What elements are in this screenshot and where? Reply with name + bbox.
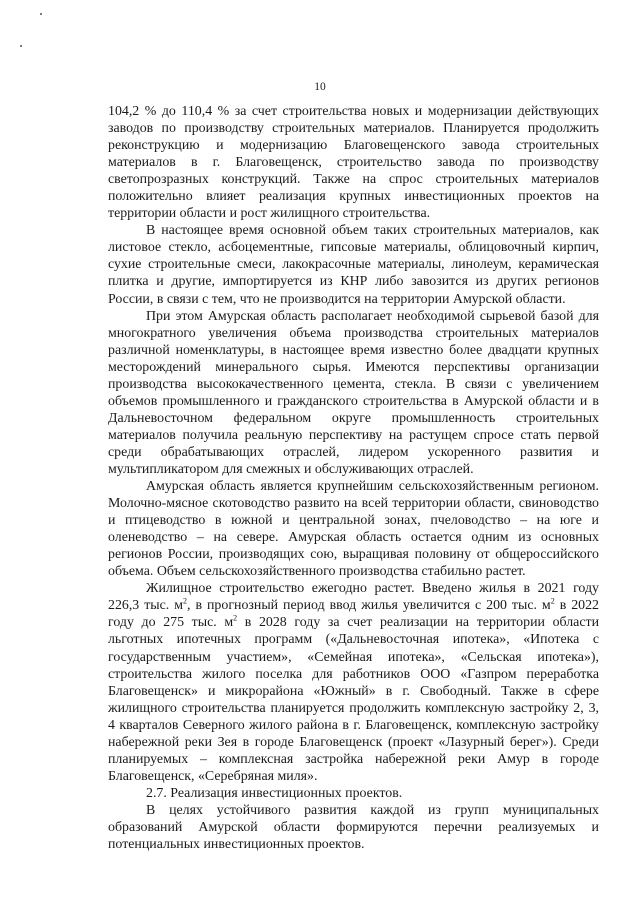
housing-text-part1: Жилищное строительство ежегодно растет. Введено жилья в 2021 году 226,3 тыс. м — [108, 581, 599, 614]
scan-speck-top — [40, 13, 42, 15]
paragraph-housing-construction — [108, 580, 599, 785]
scan-speck-left — [20, 45, 22, 47]
paragraph-materials-import: В настоящее время основной объем таких строительных материалов, как листовое стекло, асбоцементные, гипсовые материалы, облицовочный кирпич, сухие строительные смеси, лакокрасочные материалы, линолеум, керамическая плитка и другие, импортируется из КНР либо завозится из других регионов России, в связи с тем, что не производится на территории Амурской области. — [108, 223, 599, 307]
housing-text-part3: в 2022 году до 275 тыс. м — [108, 598, 600, 631]
square-meter-superscript: 2 — [550, 596, 555, 606]
housing-text-part2: , в прогнозный период ввод жилья увеличится с 200 тыс. м — [187, 598, 551, 614]
housing-text-part4: в 2028 году за счет реализации на территории области льготных ипотечных программ («Дальневосточная ипотека», «Ипотека с государственным участием», «Семейная ипотека», «Сельская ипотека»), строительства жилого поселка для работников ООО «Газпром переработка Благовещенск» и микрорайона «Южный» в г. Свободный. Также в сфере жилищного строительства планируется продолжить комплексную застройку 2, 3, 4 кварталов Северного жилого района в г. Благовещенск, комплексную застройку набережной реки Зея в городе Благовещенск (проект «Лазурный берег»). Среди планируемых – комплексная застройка набережной реки Амур в городе Благовещенск, «Серебряная миля». — [108, 615, 599, 784]
page-number: 10 — [314, 81, 326, 93]
paragraph-investment-lists: В целях устойчивого развития каждой из групп муниципальных образований Амурской области формируются перечни реализуемых и потенциальных инвестиционных проектов. — [108, 802, 599, 853]
square-meter-superscript: 2 — [233, 613, 238, 623]
square-meter-superscript: 2 — [183, 596, 188, 606]
document-body — [108, 103, 599, 853]
paragraph-agriculture: Амурская область является крупнейшим сельскохозяйственным регионом. Молочно-мясное скотоводство развито на всей территории области, свиноводство и птицеводство в южной и центральной зонах, пчеловодство – на юге и оленеводство – на севере. Амурская область остается одним из основных регионов России, производящих сою, выращивая половину от общероссийского объема. Объем сельскохозяйственного производства стабильно растет. — [108, 479, 599, 580]
paragraph-construction-materials-growth: 104,2 % до 110,4 % за счет строительства новых и модернизации действующих заводов по производству строительных материалов. Планируется продолжить реконструкцию и модернизацию Благовещенского завода строительных материалов в г. Благовещенск, строительство завода по производству светопрозразных конструкций. Также на спрос строительных материалов положительно влияет реализация крупных инвестиционных проектов на территории области и рост жилищного строительства. — [108, 104, 599, 222]
paragraph-raw-material-base: При этом Амурская область располагает необходимой сырьевой базой для многократного увеличения объема производства строительных материалов различной номенклатуры, в настоящее время известно более двадцати крупных месторождений минерального сырья. Имеются перспективы организации производства высококачественного цемента, стекла. В связи с увеличением объемов промышленного и гражданского строительства в Амурской области и в Дальневосточном федеральном округе промышленность строительных материалов получила реальную перспективу на растущем спросе стать первой среди обрабатывающих отраслей, лидером ускоренного развития и мультипликатором для смежных и обслуживающих отраслей. — [108, 308, 599, 477]
section-heading-investment-projects: 2.7. Реализация инвестиционных проектов. — [146, 785, 403, 801]
